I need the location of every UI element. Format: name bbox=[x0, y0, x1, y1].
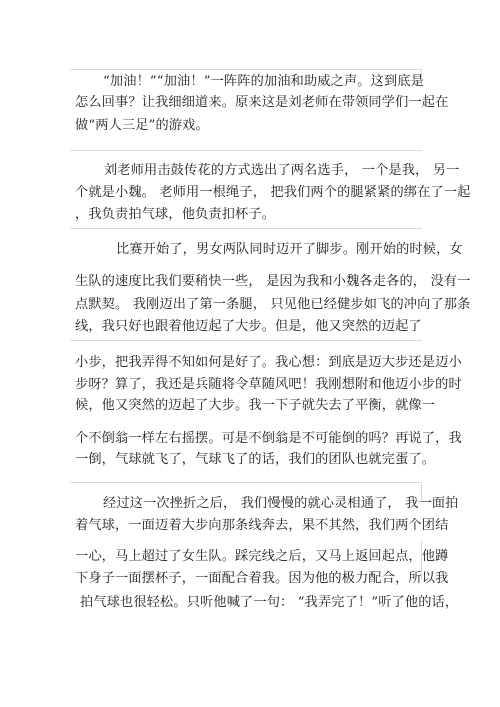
text-line: 候，他又突然的迈起了大步。我一下子就失去了平衡，就像一 bbox=[75, 398, 436, 413]
frame-line bbox=[70, 340, 422, 341]
text-line: 着气球，一面迈着大步向那条线奔去，果不其然，我们两个团结 bbox=[75, 518, 449, 533]
text-line: 线，我只好也跟着他迈起了大步。但是，他又突然的迈起了 bbox=[75, 319, 422, 334]
text-line: 下身子一面摆杯子，一面配合着我。因为他的极力配合，所以我 bbox=[75, 571, 449, 586]
text-line: 怎么回事？让我细细道来。原来这是刘老师在带领同学们一起在 bbox=[75, 95, 449, 110]
text-line: 拍气球也很轻松。只听他喊了一句： “我弄完了！”听了他的话， bbox=[80, 595, 459, 610]
text-line: “加油！”“加油！”一阵阵的加油和助威之声。这到底是 bbox=[103, 74, 424, 89]
text-line: 步呀？算了，我还是兵随将令草随风吧！我刚想附和他迈小步的时 bbox=[75, 377, 462, 392]
frame-line bbox=[70, 69, 422, 70]
text-line: 比赛开始了，男女两队同时迈开了脚步。刚开始的时候，女 bbox=[116, 242, 463, 257]
text-line: 个不倒翁一样左右摇摆。可是不倒翁是不可能倒的吗？再说了，我 bbox=[75, 431, 462, 446]
text-line: ，我负责拍气球，他负责扣杯子。 bbox=[75, 207, 276, 222]
text-line: 一心，马上超过了女生队。踩完线之后，又马上返回起点，他蹲 bbox=[75, 549, 449, 564]
text-line: 个就是小魏。 老师用一根绳子， 把我们两个的腿紧紧的绑在了一起 bbox=[75, 185, 471, 200]
text-line: 一倒，气球就飞了，气球飞了的话，我们的团队也就完蛋了。 bbox=[75, 452, 436, 467]
text-line: 点默契。 我刚迈出了第一条腿， 只见他已经健步如飞的冲向了那条 bbox=[75, 297, 471, 312]
frame-line bbox=[70, 228, 422, 229]
text-line: 小步，把我弄得不知如何是好了。我心想：到底是迈大步还是迈小 bbox=[75, 355, 462, 370]
text-line: 经过这一次挫折之后， 我们慢慢的就心灵相通了， 我一面拍 bbox=[103, 496, 459, 511]
frame-line bbox=[70, 150, 422, 151]
text-line: 做“两人三足”的游戏。 bbox=[75, 118, 209, 133]
text-line: 生队的速度比我们要稍快一些， 是因为我和小魏各走各的， 没有一 bbox=[75, 274, 471, 289]
frame-line bbox=[70, 482, 422, 483]
text-line: 刘老师用击鼓传花的方式选出了两名选手， 一个是我， 另一 bbox=[104, 163, 460, 178]
